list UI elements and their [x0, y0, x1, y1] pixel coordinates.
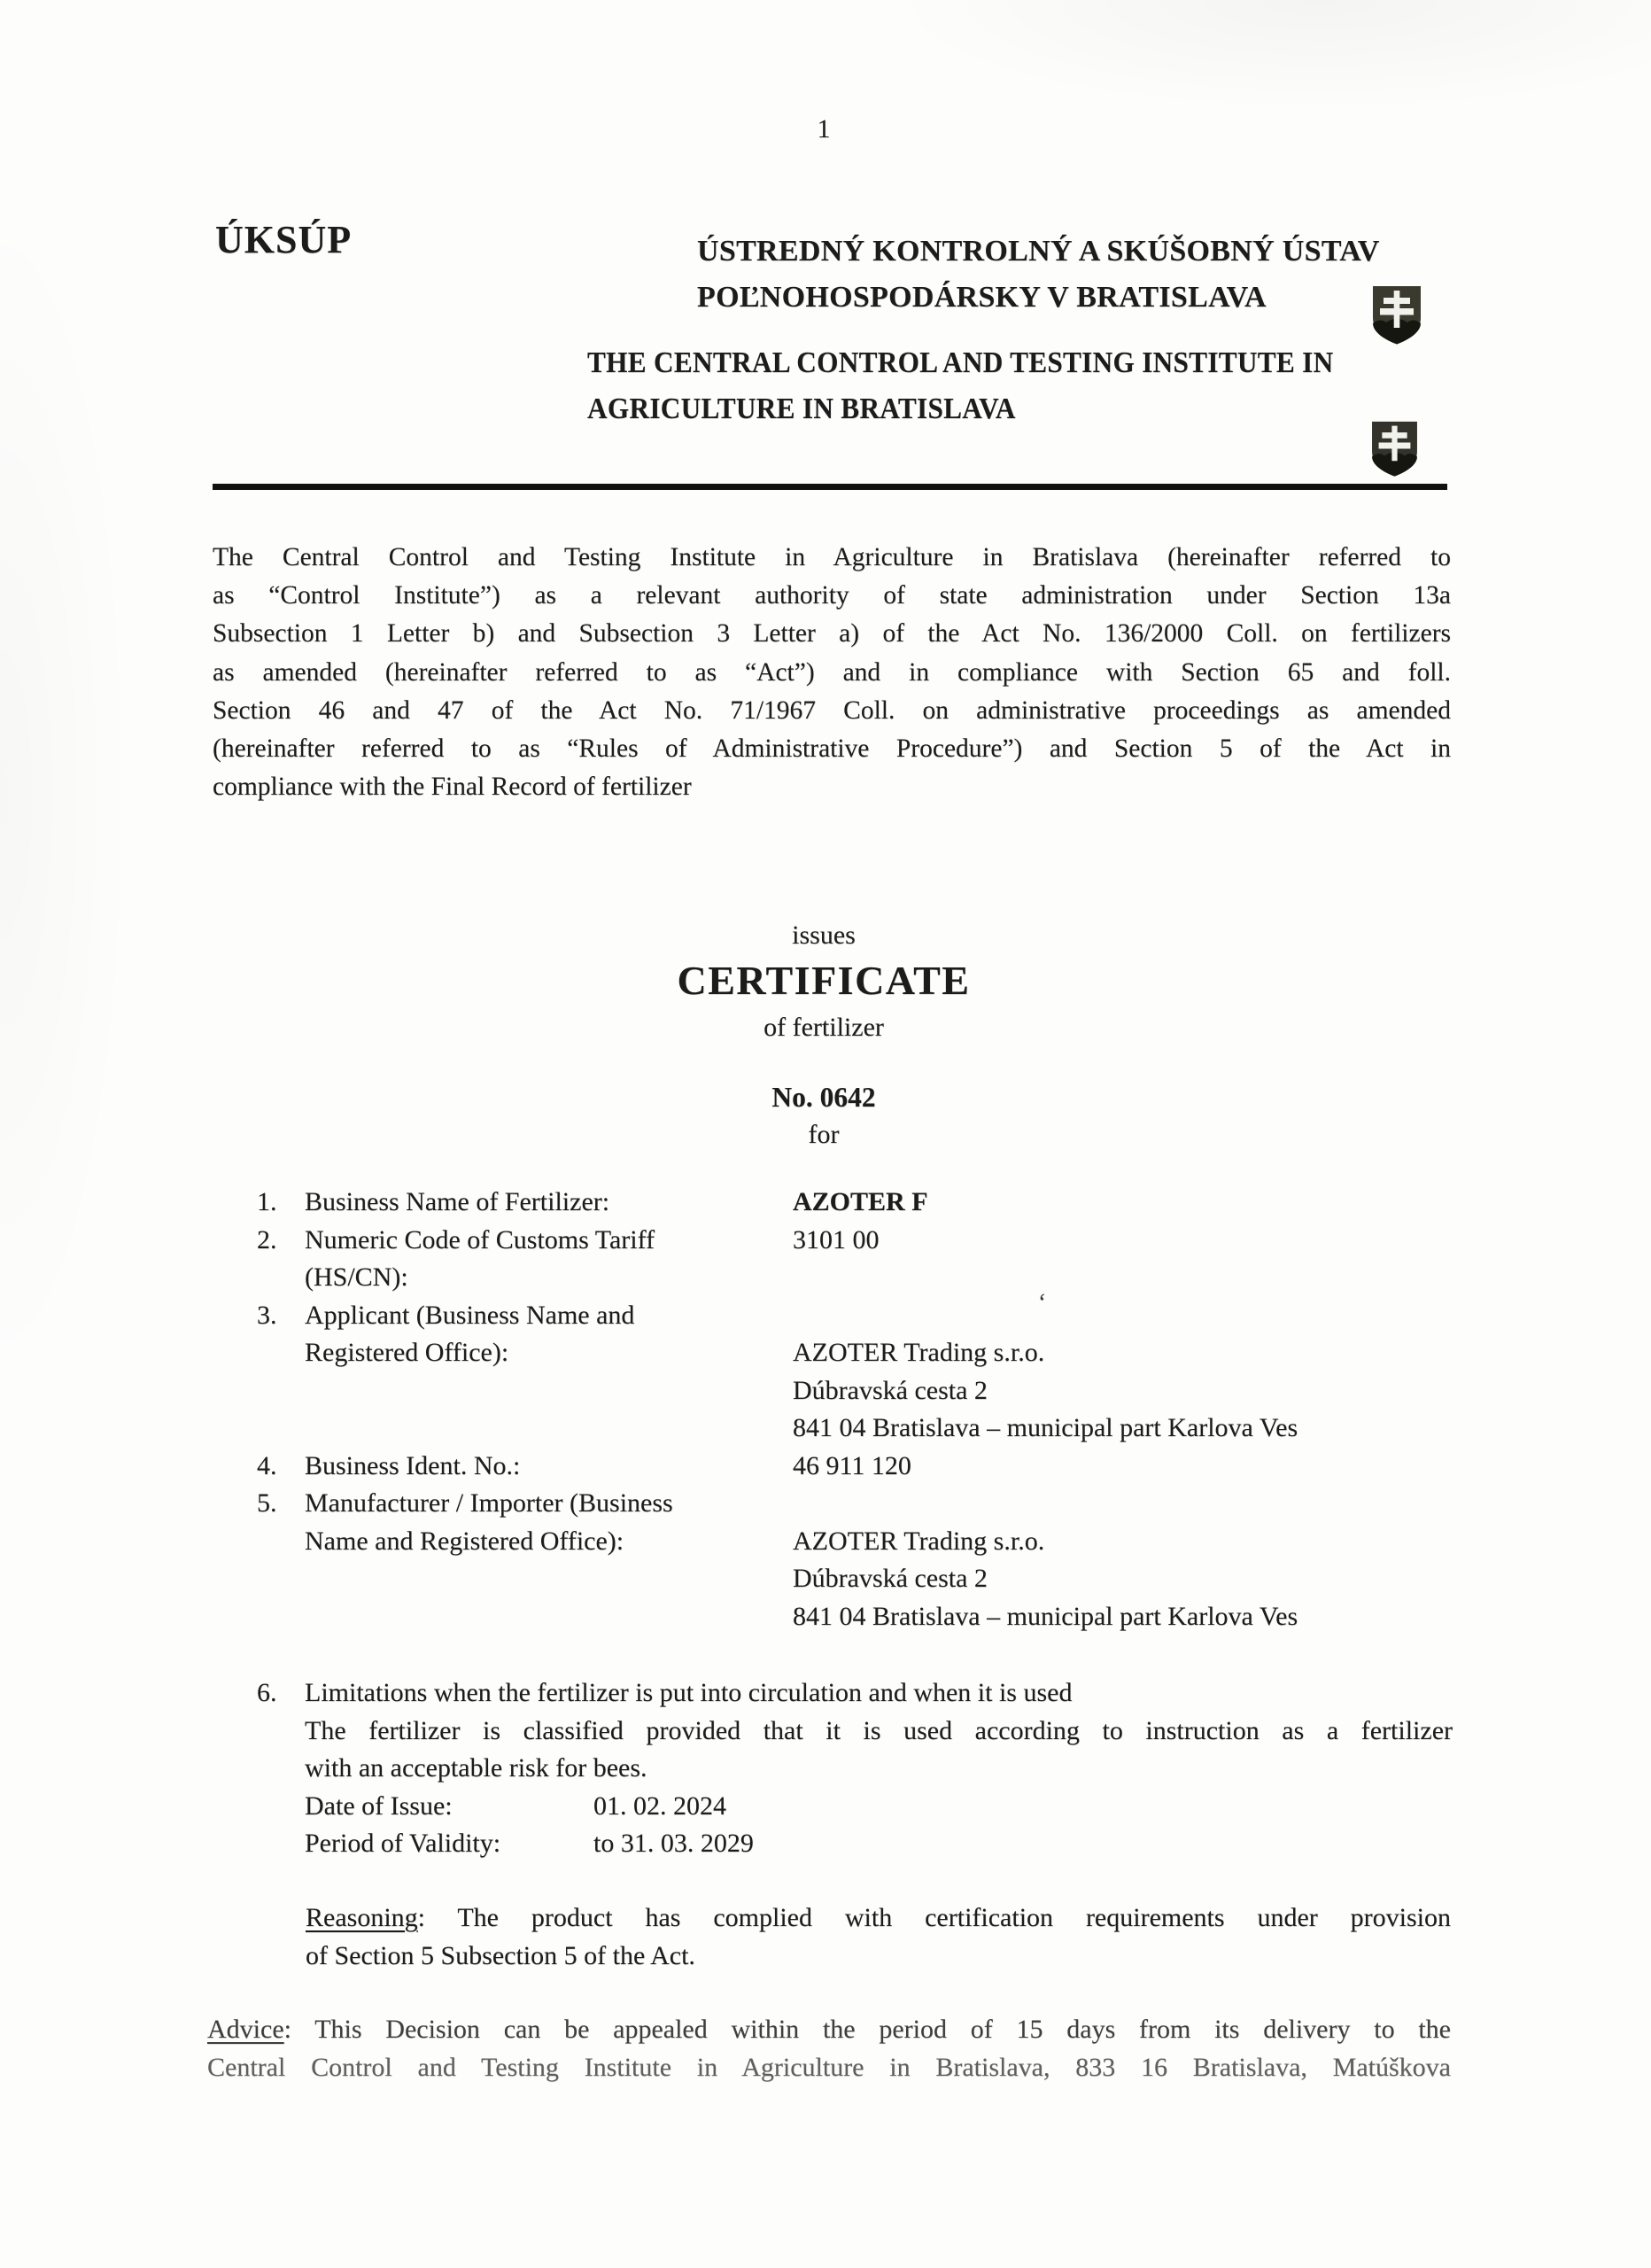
validity-value: to 31. 03. 2029 [593, 1829, 754, 1858]
limitations-body-line: The fertilizer is classified provided that it is used according to instruction as a fertilizer [305, 1715, 1453, 1745]
manufacturer-street-value: Dúbravská cesta 2 [793, 1564, 988, 1593]
customs-tariff-value: 3101 00 [793, 1224, 880, 1254]
fertilizer-name-value: AZOTER F [793, 1187, 928, 1216]
field-customs-tariff-cont: (HS/CN): [305, 1262, 408, 1292]
org-abbreviation: ÚKSÚP [215, 218, 353, 261]
certificate-number: No. 0642 [771, 1082, 876, 1113]
intro-line: The Central Control and Testing Institute in Agriculture in Bratislava (hereinafter referred to [213, 543, 1451, 571]
intro-line: as “Control Institute”) as a relevant authority of state administration under Section 13a [213, 581, 1451, 610]
org-name-en-line1: THE CENTRAL CONTROL AND TESTING INSTITUTE IN [587, 346, 1334, 379]
intro-line: as amended (hereinafter referred to as “Act”) and in compliance with Section 65 and foll. [213, 657, 1451, 687]
reasoning-text-line2: of Section 5 Subsection 5 of the Act. [306, 1940, 695, 1970]
slovak-coat-of-arms-icon [1371, 284, 1422, 346]
manufacturer-city-value: 841 04 Bratislava – municipal part Karlova Ves [793, 1601, 1298, 1631]
certificate-title: CERTIFICATE [677, 958, 971, 1003]
limitations-body-line: with an acceptable risk for bees. [305, 1753, 647, 1783]
date-of-issue-row: Date of Issue: 01. 02. 2024 [305, 1788, 1453, 1826]
validity-row: Period of Validity: to 31. 03. 2029 [305, 1825, 1453, 1863]
issues-word: issues [792, 920, 856, 950]
org-name-english [587, 340, 1333, 432]
header-divider [213, 484, 1447, 490]
org-name-sk-line2: POĽNOHOSPODÁRSKY V BRATISLAVA [697, 281, 1267, 314]
field-manufacturer: 5. Manufacturer / Importer (Business [257, 1488, 673, 1518]
reasoning-text: : The product has complied with certification requirements under provision [417, 1903, 1451, 1932]
field-applicant-cont: Registered Office): AZOTER Trading s.r.o. [257, 1334, 1453, 1372]
applicant-city-value: 841 04 Bratislava – municipal part Karlova Ves [793, 1413, 1298, 1442]
intro-line: (hereinafter referred to as “Rules of Administrative Procedure”) and Section 5 of the Act in [213, 734, 1451, 764]
field-customs-tariff: 2. Numeric Code of Customs Tariff 3101 00 [257, 1222, 1453, 1260]
manufacturer-address-row [257, 1560, 1453, 1598]
intro-line: compliance with the Final Record of fertilizer [213, 773, 692, 802]
certificate-subtitle: of fertilizer [763, 1013, 884, 1042]
advice-label: Advice [207, 2015, 284, 2044]
applicant-name-value: AZOTER Trading s.r.o. [793, 1338, 1045, 1367]
spacer [213, 1047, 1435, 1079]
reasoning-label: Reasoning [306, 1903, 418, 1932]
manufacturer-address-row [257, 1598, 1453, 1636]
field-manufacturer-cont: Name and Registered Office): AZOTER Trading s.r.o. [257, 1523, 1453, 1561]
manufacturer-name-value: AZOTER Trading s.r.o. [793, 1526, 1045, 1556]
business-ident-value: 46 911 120 [793, 1450, 911, 1480]
org-name-en-line2: AGRICULTURE IN BRATISLAVA [587, 392, 1016, 425]
advice-text-line2: Central Control and Testing Institute in Agriculture in Bratislava, 833 16 Bratislava, Matúškova [207, 2052, 1451, 2082]
intro-line: Subsection 1 Letter b) and Subsection 3 Letter a) of the Act No. 136/2000 Coll. on fertilizers [213, 619, 1451, 649]
org-name-slovak [697, 229, 1380, 321]
limitations-title: Limitations when the fertilizer is put into circulation and when it is used [305, 1678, 1073, 1707]
certificate-fields-list [257, 1184, 1453, 1635]
scan-artifact-mark: ‘ [1038, 1289, 1046, 1316]
advice-text: : This Decision can be appealed within the period of 15 days from its delivery to the [283, 2015, 1451, 2044]
org-name-sk-line1: ÚSTREDNÝ KONTROLNÝ A SKÚŠOBNÝ ÚSTAV [697, 235, 1380, 268]
applicant-address-row [257, 1372, 1453, 1410]
field-applicant: 3. Applicant (Business Name and [257, 1300, 635, 1330]
field-limitations: 6. Limitations when the fertilizer is put into circulation and when it is used The fertilizer is classified provided that it is used according to instruction as a fertilizer with an acceptable risk for bees. Date of Issue: 01. 02. 2024 Period of Validity: to 31. 03. 2029 [257, 1674, 1453, 1863]
applicant-address-row [257, 1410, 1453, 1448]
intro-line: Section 46 and 47 of the Act No. 71/1967 Coll. on administrative proceedings as amended [213, 695, 1451, 725]
certificate-heading [213, 918, 1435, 1153]
date-of-issue-value: 01. 02. 2024 [593, 1790, 726, 1821]
intro-paragraph [213, 539, 1451, 806]
field-business-ident: 4. Business Ident. No.: 46 911 120 [257, 1448, 1453, 1486]
for-word: for [808, 1120, 840, 1149]
advice-paragraph [207, 2011, 1451, 2086]
slovak-coat-of-arms-icon [1369, 420, 1420, 478]
applicant-street-value: Dúbravská cesta 2 [793, 1375, 988, 1405]
page-number: 1 [817, 114, 831, 144]
reasoning-paragraph [306, 1899, 1451, 1975]
field-business-name: 1. Business Name of Fertilizer: AZOTER F [257, 1184, 1453, 1222]
